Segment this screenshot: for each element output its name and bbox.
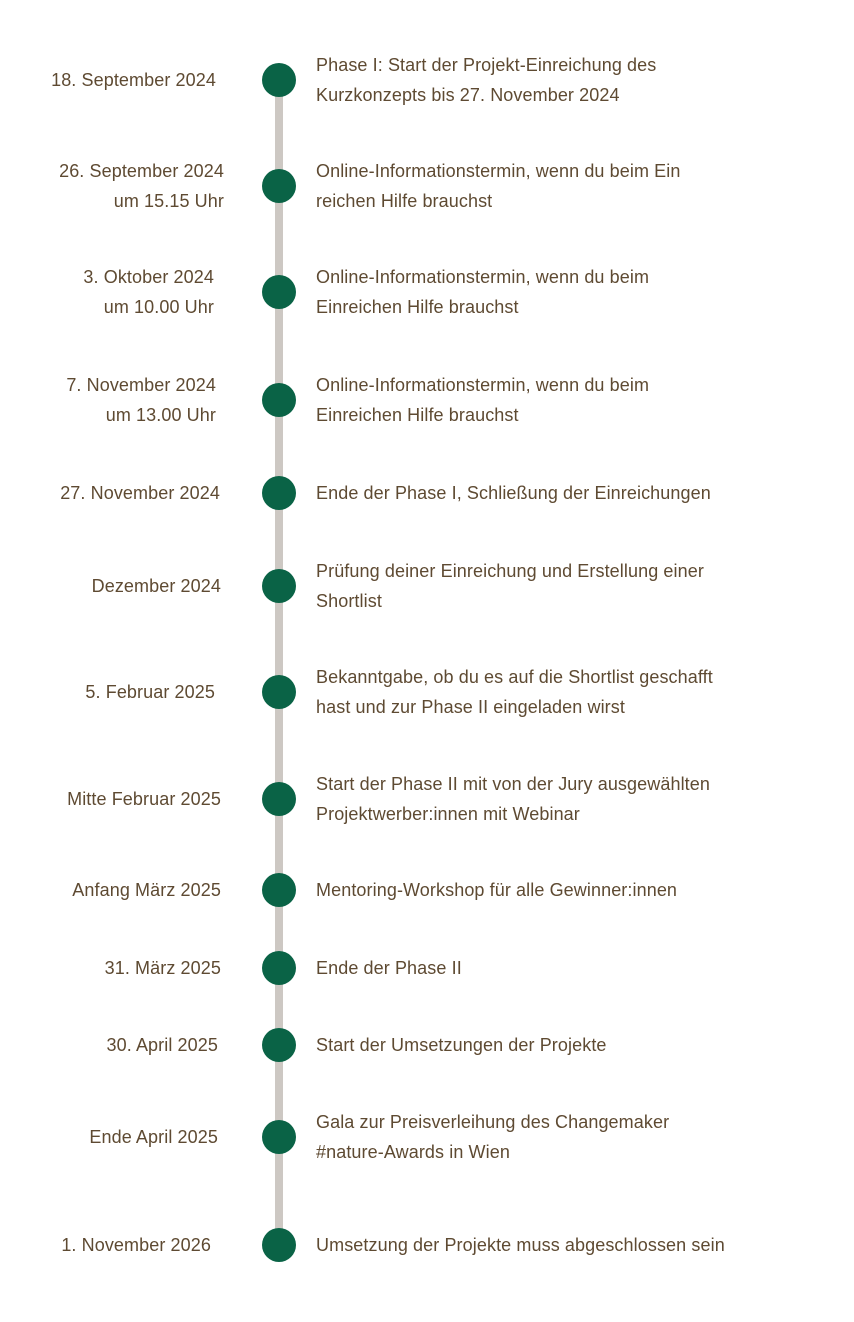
event-description: Ende der Phase I, Schließung der Einreichungen (316, 483, 711, 503)
event-date-label: 7. November 2024 (66, 375, 216, 395)
event-date-label: Dezember 2024 (91, 576, 221, 596)
event-description: Umsetzung der Projekte muss abgeschlossen sein (316, 1235, 725, 1255)
event-date-label: Mitte Februar 2025 (67, 789, 221, 809)
event-date (89, 1122, 218, 1152)
event-date (66, 370, 216, 430)
timeline-dot (262, 951, 296, 985)
event-date-label: 3. Oktober 2024 (83, 267, 214, 287)
event-time-label: um 15.15 Uhr (113, 191, 224, 211)
event-date (72, 875, 221, 905)
event-description: Online-Informationstermin, wenn du beim Ein reichen Hilfe brauchst (316, 161, 681, 211)
event-date (67, 784, 221, 814)
event-date (107, 1030, 218, 1060)
event-description: Ende der Phase II (316, 958, 462, 978)
event-date-label: 30. April 2025 (106, 1035, 218, 1055)
event-date-label: Anfang März 2025 (72, 880, 221, 900)
event-date (61, 1230, 211, 1260)
event-description: Start der Umsetzungen der Projekte (316, 1035, 607, 1055)
timeline-dot (262, 476, 296, 510)
event-date-label: 27. November 2024 (60, 483, 220, 503)
event-description: Gala zur Preisverleihung des Changemaker #nature-Awards in Wien (316, 1112, 670, 1162)
event-time-label: um 10.00 Uhr (103, 297, 214, 317)
event-date-label: 18. September 2024 (51, 70, 216, 90)
event-description: Prüfung deiner Einreichung und Erstellung einer Shortlist (316, 561, 704, 611)
timeline-dot (262, 782, 296, 816)
event-date (85, 677, 215, 707)
event-time-label: um 13.00 Uhr (105, 405, 216, 425)
event-date-label: 1. November 2026 (61, 1235, 211, 1255)
event-description: Bekanntgabe, ob du es auf die Shortlist geschafft hast und zur Phase II eingeladen wirst (316, 667, 713, 717)
event-description: Online-Informationstermin, wenn du beim Einreichen Hilfe brauchst (316, 375, 650, 425)
event-date (92, 571, 221, 601)
event-date (105, 953, 221, 983)
timeline-dot (262, 169, 296, 203)
event-description: Mentoring-Workshop für alle Gewinner:innen (316, 880, 678, 900)
timeline-dot (262, 275, 296, 309)
event-date (51, 65, 216, 95)
timeline-dot (262, 1228, 296, 1262)
timeline-dot (262, 569, 296, 603)
event-date (59, 156, 224, 216)
event-date-label: 26. September 2024 (59, 161, 224, 181)
event-date (83, 262, 214, 322)
timeline-dot (262, 383, 296, 417)
timeline-dot (262, 1028, 296, 1062)
event-description: Start der Phase II mit von der Jury ausgewählten Projektwerber:innen mit Webinar (316, 774, 710, 824)
timeline-dot (262, 1120, 296, 1154)
timeline-line (275, 80, 283, 1245)
event-date-label: Ende April 2025 (89, 1127, 218, 1147)
event-date-label: 5. Februar 2025 (85, 682, 215, 702)
event-description: Online-Informationstermin, wenn du beim Einreichen Hilfe brauchst (316, 267, 650, 317)
event-description: Phase I: Start der Projekt-Einreichung des Kurzkonzepts bis 27. November 2024 (316, 55, 657, 105)
timeline-dot (262, 873, 296, 907)
timeline-dot (262, 63, 296, 97)
timeline-dot (262, 675, 296, 709)
event-date (60, 478, 220, 508)
event-date-label: 31. März 2025 (104, 958, 221, 978)
